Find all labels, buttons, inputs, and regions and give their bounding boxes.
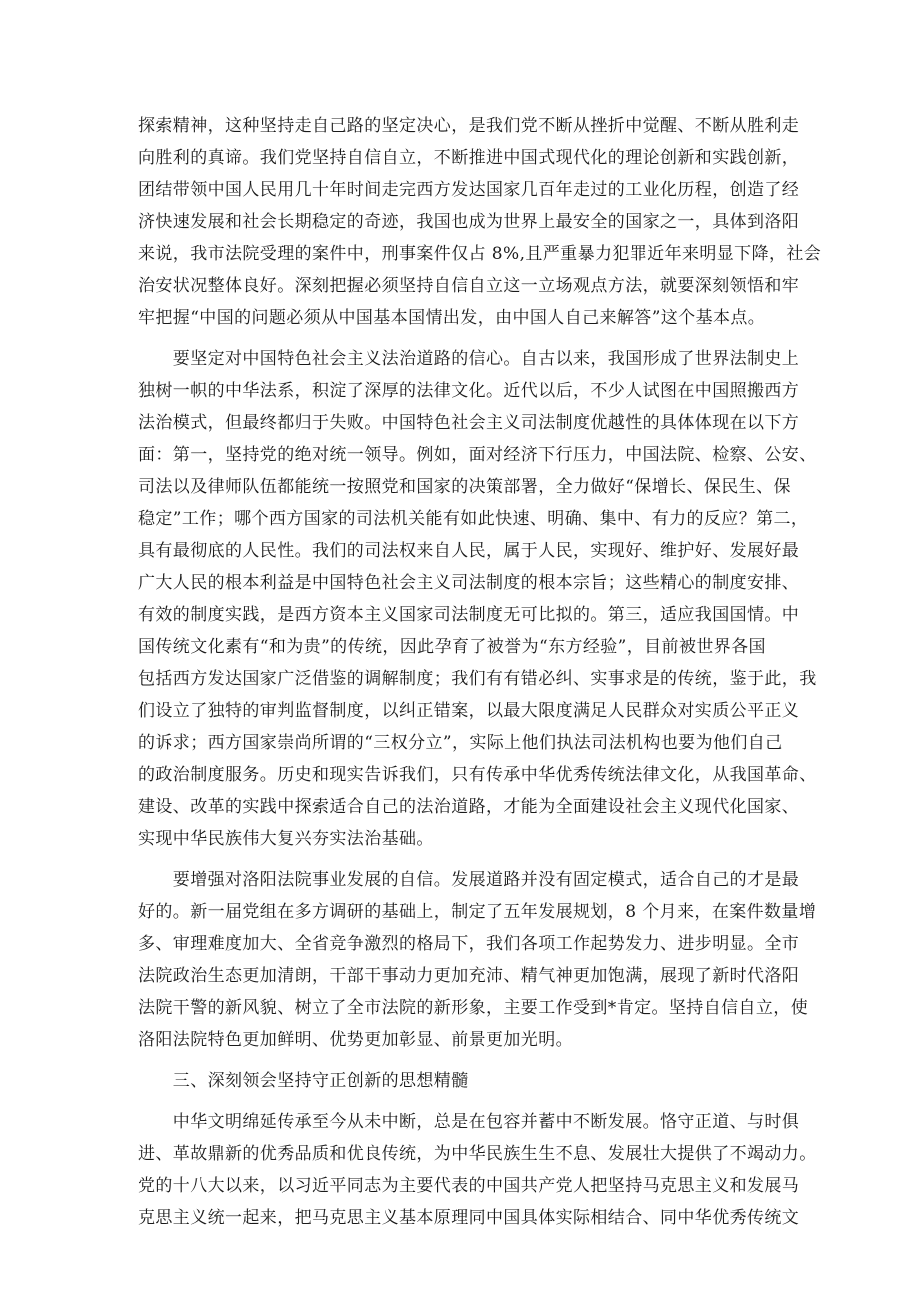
text-line: 实现中华民族伟大复兴夯实法治基础。 (138, 829, 434, 849)
text-line: 进、革故鼎新的优秀品质和优良传统，为中华民族生生不息、发展壮大提供了不竭动力。 (138, 1144, 817, 1164)
text-line: 们设立了独特的审判监督制度，以纠正错案，以最大限度满足人民群众对实质公平正义 (138, 701, 800, 721)
text-line: 党的十八大以来，以习近平同志为主要代表的中国共产党人把坚持马克思主义和发展马 (138, 1176, 800, 1196)
paragraph-innovation (138, 1106, 817, 1234)
document-page (138, 110, 822, 1234)
text-line: 面：第一，坚持党的绝对统一领导。例如，面对经济下行压力，中国法院、检察、公安、 (138, 445, 817, 465)
paragraph-self-reliance-intro (138, 110, 822, 334)
section-heading-text: 三、深刻领会坚持守正创新的思想精髓 (138, 1071, 469, 1091)
paragraph-luoyang-courts (138, 864, 817, 1056)
paragraph-spacer (138, 1097, 788, 1106)
section-heading (138, 1065, 788, 1097)
text-line: 广大人民的根本利益是中国特色社会主义司法制度的根本宗旨；这些精心的制度安排、 (138, 573, 800, 593)
paragraph-spacer (138, 1056, 788, 1065)
text-line: 洛阳法院特色更加鲜明、优势更加彰显、前景更加光明。 (138, 1030, 573, 1050)
text-line: 牢把握“中国的问题必须从中国基本国情出发，由中国人自己来解答”这个基本点。 (138, 308, 766, 328)
text-line: 探索精神，这种坚持走自己路的坚定决心，是我们党不断从挫折中觉醒、不断从胜利走 (138, 116, 800, 136)
paragraph-spacer (138, 855, 788, 864)
paragraph-spacer (138, 334, 788, 343)
text-line: 中华文明绵延传承至今从未中断，总是在包容并蓄中不断发展。恪守正道、与时俱 (138, 1112, 800, 1132)
text-line: 向胜利的真谛。我们党坚持自信自立，不断推进中国式现代化的理论创新和实践创新， (138, 148, 800, 168)
text-line: 法院干警的新风貌、树立了全市法院的新形象，主要工作受到*肯定。坚持自信自立，使 (138, 998, 809, 1018)
text-line: 治安状况整体良好。深刻把握必须坚持自信自立这一立场观点方法，就要深刻领悟和牢 (138, 276, 800, 296)
text-line: 要坚定对中国特色社会主义法治道路的信心。自古以来，我国形成了世界法制史上 (138, 349, 800, 369)
text-line: 的诉求；西方国家崇尚所谓的“三权分立”，实际上他们执法司法机构也要为他们自己 (138, 733, 783, 753)
paragraph-rule-of-law-path (138, 343, 817, 855)
text-line: 多、审理难度加大、全省竞争激烈的格局下，我们各项工作起势发力、进步明显。全市 (138, 934, 800, 954)
text-line: 来说，我市法院受理的案件中，刑事案件仅占 8%,且严重暴力犯罪近年来明显下降，社会 (138, 244, 822, 264)
text-line: 稳定”工作；哪个西方国家的司法机关能有如此快速、明确、集中、有力的反应？第二， (138, 509, 809, 529)
text-line: 独树一帜的中华法系，积淀了深厚的法律文化。近代以后，不少人试图在中国照搬西方 (138, 381, 800, 401)
text-line: 要增强对洛阳法院事业发展的自信。发展道路并没有固定模式，适合自己的才是最 (138, 870, 800, 890)
text-line: 法院政治生态更加清朗，干部干事动力更加充沛、精气神更加饱满，展现了新时代洛阳 (138, 966, 800, 986)
text-line: 济快速发展和社会长期稳定的奇迹，我国也成为世界上最安全的国家之一，具体到洛阳 (138, 212, 800, 232)
text-line: 国传统文化素有“和为贵”的传统，因此孕育了被誉为“东方经验”，目前被世界各国 (138, 637, 766, 657)
text-line: 包括西方发达国家广泛借鉴的调解制度；我们有有错必纠、实事求是的传统，鉴于此，我 (138, 669, 817, 689)
text-line: 建设、改革的实践中探索适合自己的法治道路，才能为全面建设社会主义现代化国家、 (138, 797, 800, 817)
text-line: 有效的制度实践，是西方资本主义国家司法制度无可比拟的。第三，适应我国国情。中 (138, 605, 800, 625)
text-line: 好的。新一届党组在多方调研的基础上，制定了五年发展规划，8 个月来，在案件数量增 (138, 902, 817, 922)
text-line: 团结带领中国人民用几十年时间走完西方发达国家几百年走过的工业化历程，创造了经 (138, 180, 800, 200)
text-line: 法治模式，但最终都归于失败。中国特色社会主义司法制度优越性的具体体现在以下方 (138, 413, 800, 433)
text-line: 克思主义统一起来，把马克思主义基本原理同中国具体实际相结合、同中华优秀传统文 (138, 1208, 800, 1228)
text-line: 司法以及律师队伍都能统一按照党和国家的决策部署，全力做好“保增长、保民生、保 (138, 477, 791, 497)
text-line: 具有最彻底的人民性。我们的司法权来自人民，属于人民，实现好、维护好、发展好最 (138, 541, 800, 561)
text-line: 的政治制度服务。历史和现实告诉我们，只有传承中华优秀传统法律文化，从我国革命、 (138, 765, 817, 785)
